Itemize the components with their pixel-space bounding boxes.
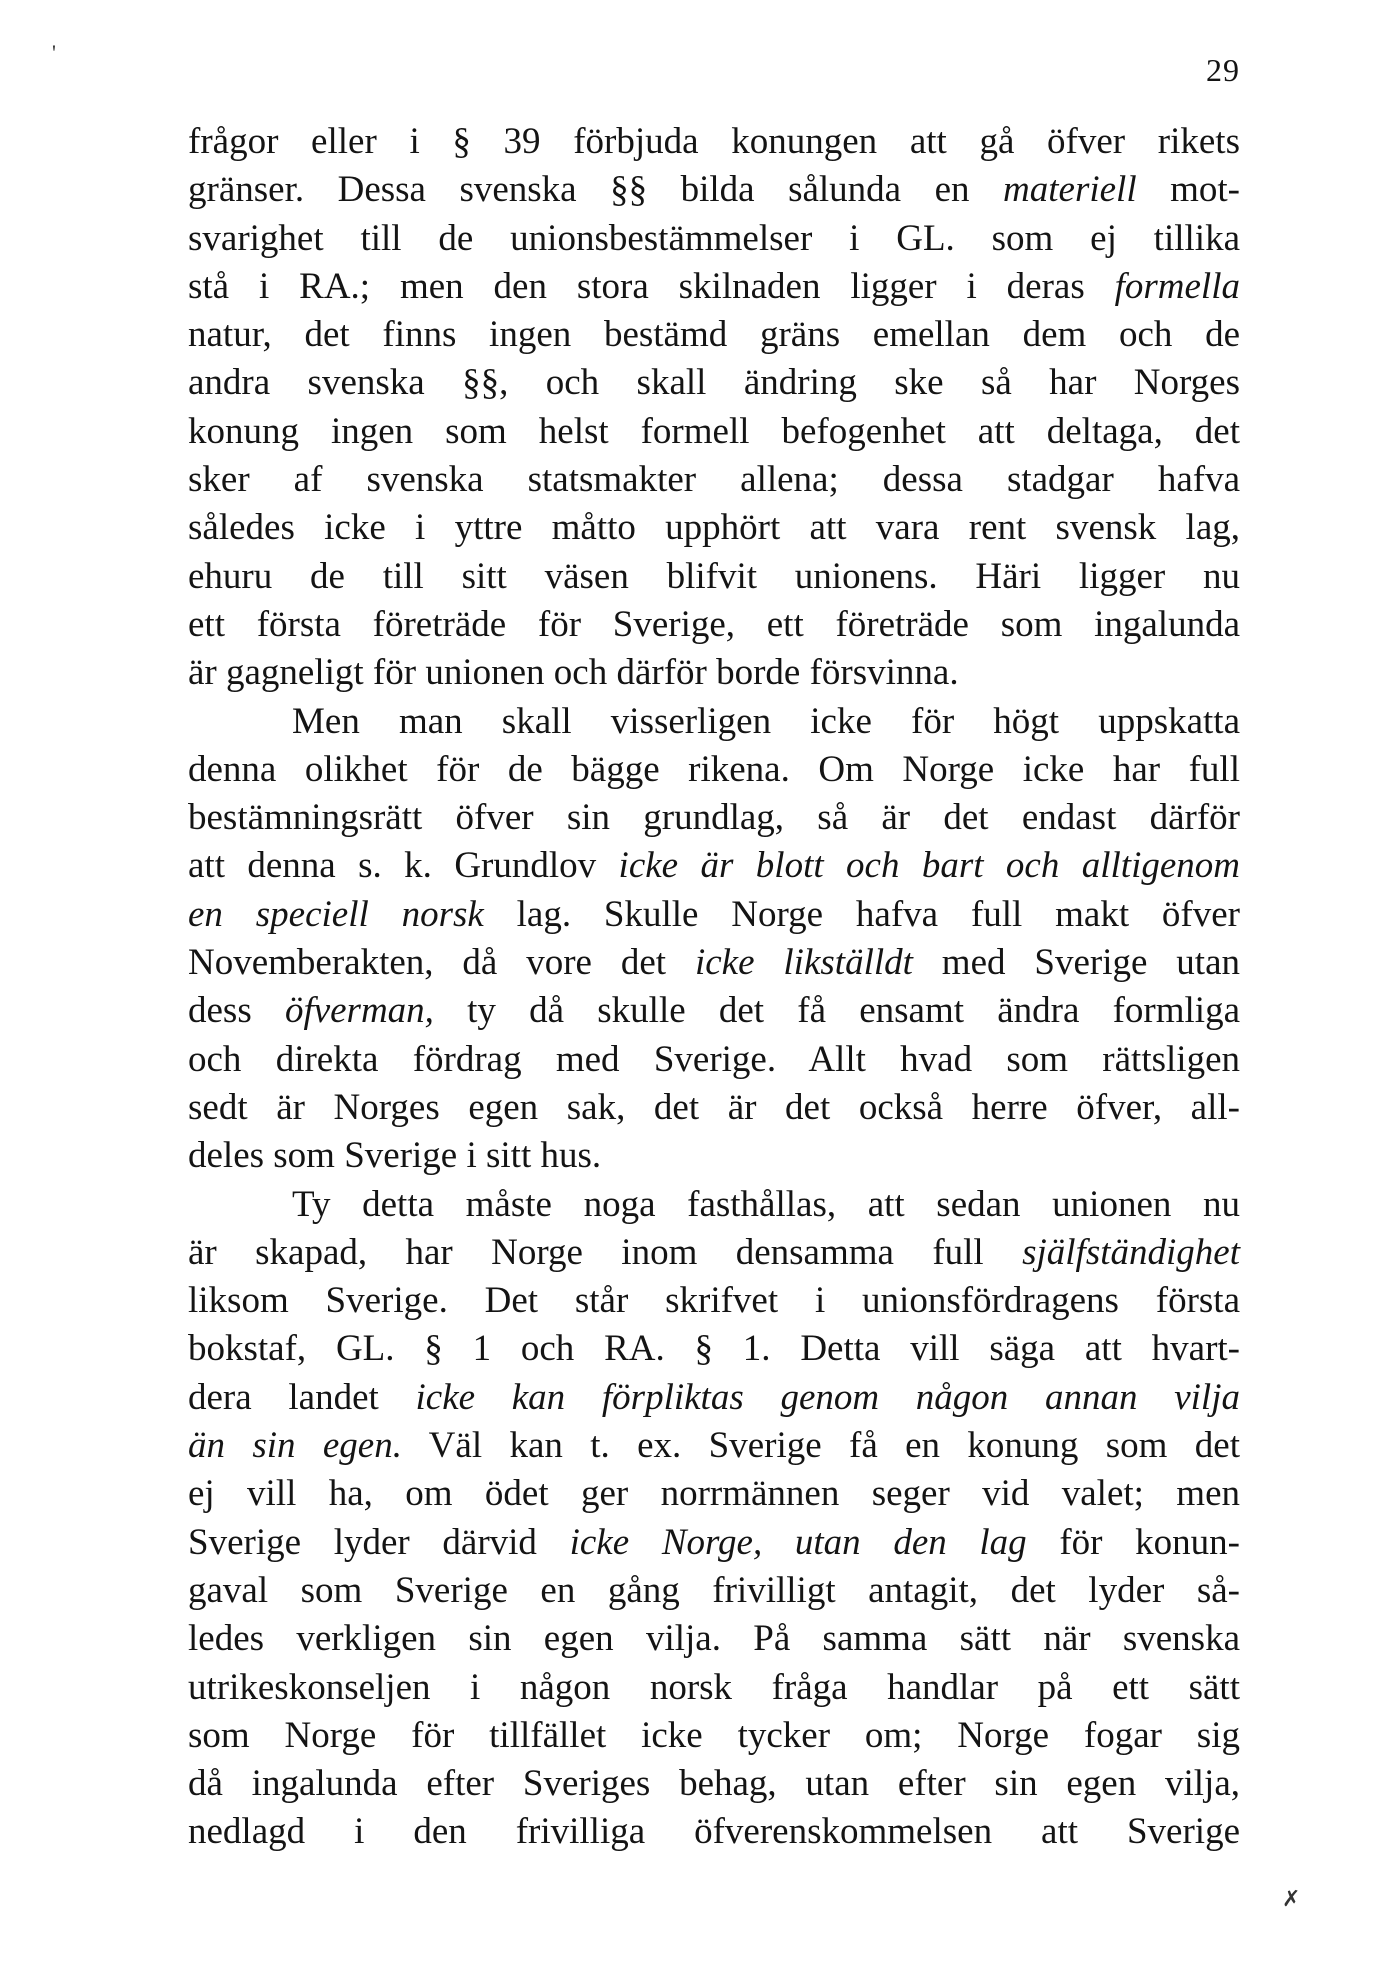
text-line (188, 504, 1240, 552)
text-line (188, 311, 1240, 359)
text-segment: ett första företräde för Sverige, ett företräde som ingalunda (188, 603, 1240, 645)
text-line (188, 698, 1240, 746)
text-segment: att denna s. k. Grundlov (188, 845, 619, 887)
italic-text-segment: icke kan förpliktas genom någon annan vilja (415, 1376, 1240, 1418)
text-segment: ty då skulle det få ensamt ändra formliga (433, 990, 1240, 1032)
text-segment: är skapad, har Norge inom densamma full (188, 1231, 1023, 1273)
text-line (188, 746, 1240, 794)
italic-text-segment: icke är blott och bart och alltigenom (618, 845, 1241, 887)
text-line (188, 118, 1240, 166)
text-segment: denna olikhet för de bägge rikena. Om Norge icke har full (188, 748, 1240, 790)
text-line (188, 1181, 1240, 1229)
scan-mark-bottom-right: ✗ (1282, 1886, 1301, 1911)
text-line (188, 794, 1240, 842)
text-line (188, 1519, 1240, 1567)
text-line (188, 1615, 1240, 1663)
scan-mark-top-left: ' (52, 40, 56, 65)
text-segment: och direkta fördrag med Sverige. Allt hvad som rättsligen (188, 1038, 1240, 1080)
text-line (188, 842, 1240, 890)
text-line (188, 1277, 1240, 1325)
text-line (188, 1325, 1240, 1373)
text-segment: sedt är Norges egen sak, det är det också herre öfver, all- (188, 1086, 1240, 1128)
text-segment: konung ingen som helst formell befogenhet att deltaga, det (188, 410, 1240, 452)
text-line (188, 166, 1240, 214)
text-segment: ehuru de till sitt väsen blifvit unionens. Häri ligger nu (188, 555, 1240, 597)
text-segment: då ingalunda efter Sveriges behag, utan efter sin egen vilja, (188, 1763, 1240, 1805)
italic-text-segment: själfständighet (1022, 1231, 1240, 1273)
italic-text-segment: materiell (1003, 169, 1137, 211)
text-segment: Novemberakten, då vore det (188, 942, 695, 984)
text-segment: dess (188, 990, 285, 1032)
text-line (188, 1036, 1240, 1084)
text-line (188, 1422, 1240, 1470)
italic-text-segment: än sin egen. (188, 1425, 402, 1467)
text-segment: sker af svenska statsmakter allena; dessa stadgar hafva (188, 459, 1240, 501)
text-segment: bestämningsrätt öfver sin grundlag, så är det endast därför (188, 797, 1240, 839)
text-segment: svarighet till de unionsbestämmelser i GL. som ej tillika (188, 217, 1240, 259)
text-line (188, 456, 1240, 504)
text-segment: Ty detta måste noga fasthållas, att sedan unionen nu (292, 1183, 1240, 1225)
italic-text-segment: en speciell norsk (188, 893, 484, 935)
text-segment: deles som Sverige i sitt hus. (188, 1135, 602, 1177)
text-line (188, 1808, 1240, 1856)
text-segment: som Norge för tillfället icke tycker om; Norge fogar sig (188, 1714, 1240, 1756)
text-segment: är gagneligt för unionen och därför borde försvinna. (188, 652, 959, 694)
text-segment: lag. Skulle Norge hafva full makt öfver (483, 893, 1240, 935)
text-segment: gaval som Sverige en gång frivilligt antagit, det lyder så- (188, 1569, 1240, 1611)
text-segment: nedlagd i den frivilliga öfverenskommelsen att Sverige (188, 1811, 1240, 1853)
text-segment: Sverige lyder därvid (188, 1521, 570, 1563)
text-segment: mot- (1136, 169, 1240, 211)
text-segment: dera landet (188, 1376, 416, 1418)
text-line (188, 1567, 1240, 1615)
text-line (188, 649, 1240, 697)
text-segment: således icke i yttre måtto upphört att vara rent svensk lag, (188, 507, 1240, 549)
text-line (188, 987, 1240, 1035)
text-line (188, 1664, 1240, 1712)
text-line (188, 1084, 1240, 1132)
text-line (188, 1132, 1240, 1180)
text-segment: natur, det finns ingen bestämd gräns emellan dem och de (188, 314, 1240, 356)
text-segment: utrikeskonseljen i någon norsk fråga handlar på ett sätt (188, 1666, 1240, 1708)
text-segment: med Sverige utan (912, 942, 1240, 984)
italic-text-segment: icke likställdt (694, 942, 913, 984)
italic-text-segment: formella (1114, 265, 1240, 307)
page-number: 29 (1206, 52, 1240, 88)
text-line (188, 553, 1240, 601)
text-segment: andra svenska §§, och skall ändring ske så har Norges (188, 362, 1240, 404)
text-segment: bokstaf, GL. § 1 och RA. § 1. Detta vill säga att hvart- (188, 1328, 1240, 1370)
body-text (188, 118, 1240, 1857)
text-line (188, 891, 1240, 939)
text-segment: ej vill ha, om ödet ger norrmännen seger vid valet; men (188, 1473, 1240, 1515)
text-segment: frågor eller i § 39 förbjuda konungen att gå öfver rikets (188, 121, 1240, 162)
text-segment: Väl kan t. ex. Sverige få en konung som det (401, 1425, 1240, 1467)
text-segment: ledes verkligen sin egen vilja. På samma sätt när svenska (188, 1618, 1240, 1660)
text-segment: för konun- (1026, 1521, 1240, 1563)
text-segment: liksom Sverige. Det står skrifvet i unionsfördragens första (188, 1280, 1240, 1322)
text-segment: gränser. Dessa svenska §§ bilda sålunda en (188, 169, 1004, 211)
text-segment: stå i RA.; men den stora skilnaden ligger i deras (188, 265, 1115, 307)
text-segment: Men man skall visserligen icke för högt uppskatta (292, 700, 1240, 742)
text-line (188, 1760, 1240, 1808)
text-line (188, 1229, 1240, 1277)
text-line (188, 1470, 1240, 1518)
text-line (188, 263, 1240, 311)
text-line (188, 939, 1240, 987)
italic-text-segment: öfverman, (284, 990, 434, 1032)
text-line (188, 408, 1240, 456)
text-line (188, 1712, 1240, 1760)
text-line (188, 1374, 1240, 1422)
italic-text-segment: icke Norge, utan den lag (569, 1521, 1027, 1563)
text-line (188, 601, 1240, 649)
text-line (188, 359, 1240, 407)
text-line (188, 215, 1240, 263)
